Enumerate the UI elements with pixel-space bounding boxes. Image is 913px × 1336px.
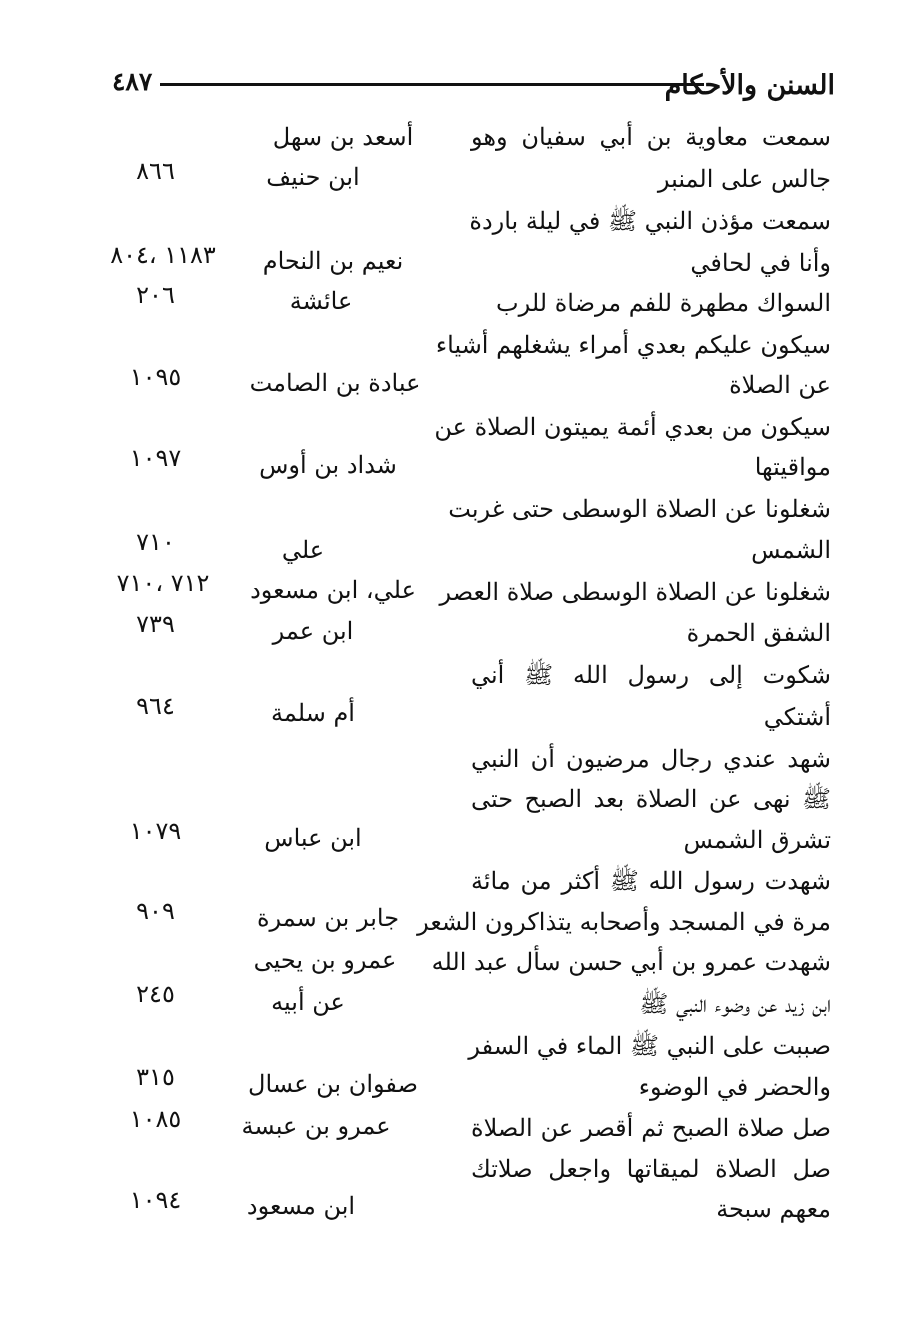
- reference-number: ١٠٩٤: [129, 1186, 182, 1214]
- narrator-cell: ابن عمر: [272, 617, 354, 645]
- reference-number: ١٠٩٥: [129, 363, 182, 391]
- narrator-cell: علي، ابن مسعود: [250, 576, 416, 604]
- hadith-text-line: سيكون من بعدي أئمة يميتون الصلاة عن: [434, 413, 831, 441]
- running-title: السنن والأحكام: [664, 70, 835, 101]
- hadith-text-line: تشرق الشمس: [683, 826, 831, 854]
- reference-number: ٨٦٦: [136, 157, 175, 185]
- narrator-cell: عمرو بن يحيى: [253, 946, 397, 974]
- narrator-cell: أم سلمة: [271, 699, 355, 727]
- hadith-text-line: صل الصلاة لميقاتها واجعل صلاتك: [471, 1155, 831, 1183]
- hadith-text-line: وأنا في لحافي: [690, 249, 831, 277]
- hadith-text-line: صببت على النبي ﷺ الماء في السفر: [468, 1032, 831, 1060]
- header-rule: [160, 83, 704, 86]
- narrator-cell: عبادة بن الصامت: [249, 369, 421, 397]
- hadith-text-line: الشفق الحمرة: [686, 619, 831, 647]
- reference-number: ٧١٠: [136, 528, 175, 556]
- hadith-text-line: سمعت معاوية بن أبي سفيان وهو: [471, 123, 831, 151]
- hadith-text-line: والحضر في الوضوء: [638, 1073, 831, 1101]
- hadith-text-line: مواقيتها: [754, 453, 831, 481]
- hadith-text-line: شهدت عمرو بن أبي حسن سأل عبد الله: [431, 948, 831, 976]
- reference-number: ٢٤٥: [136, 980, 175, 1008]
- narrator-cell: عن أبيه: [271, 988, 345, 1016]
- hadith-text-line: شغلونا عن الصلاة الوسطى صلاة العصر: [439, 578, 831, 606]
- hadith-text-line: عن الصلاة: [729, 371, 831, 399]
- hadith-text-line: مرة في المسجد وأصحابه يتذاكرون الشعر: [417, 908, 831, 936]
- hadith-text-line: جالس على المنبر: [657, 165, 831, 193]
- hadith-text-line: السواك مطهرة للفم مرضاة للرب: [495, 289, 831, 317]
- hadith-text-line: شغلونا عن الصلاة الوسطى حتى غربت: [448, 495, 831, 523]
- narrator-cell: علي: [281, 536, 325, 564]
- hadith-text-line: أشتكي: [763, 703, 831, 731]
- narrator-cell: ابن عباس: [264, 824, 362, 852]
- reference-number: ١٠٨٥: [129, 1105, 182, 1133]
- hadith-text-line: معهم سبحة: [716, 1195, 831, 1223]
- reference-number: ١٠٩٧: [129, 444, 182, 472]
- hadith-text-line: ﷺ نهى عن الصلاة بعد الصبح حتى: [471, 785, 831, 813]
- reference-number: ١١٨٣ ،٨٠٤: [110, 241, 216, 269]
- narrator-cell: عائشة: [289, 287, 353, 315]
- narrator-cell: ابن حنيف: [266, 163, 360, 191]
- hadith-text-line: سمعت مؤذن النبي ﷺ في ليلة باردة: [469, 207, 831, 235]
- reference-number: ٢٠٦: [136, 281, 175, 309]
- page-number: ٤٨٧: [112, 67, 153, 96]
- hadith-text-line: الشمس: [751, 536, 831, 564]
- reference-number: ٣١٥: [136, 1063, 175, 1091]
- narrator-cell: عمرو بن عبسة: [241, 1112, 391, 1140]
- reference-number: ٩٠٩: [136, 897, 175, 925]
- reference-number: ٧١٢ ،٧١٠: [116, 569, 210, 597]
- narrator-cell: جابر بن سمرة: [256, 904, 400, 932]
- hadith-text-line: سيكون عليكم بعدي أمراء يشغلهم أشياء: [435, 331, 831, 359]
- reference-number: ١٠٧٩: [129, 817, 182, 845]
- hadith-text-line: ابن زيد عن وضوء النبي ﷺ: [639, 990, 831, 1018]
- hadith-text-line: شكوت إلى رسول الله ﷺ أني: [471, 661, 831, 689]
- reference-number: ٧٣٩: [136, 610, 175, 638]
- hadith-text-line: شهدت رسول الله ﷺ أكثر من مائة: [471, 867, 831, 895]
- narrator-cell: شداد بن أوس: [259, 451, 397, 479]
- narrator-cell: أسعد بن سهل: [272, 123, 414, 151]
- hadith-text-line: شهد عندي رجال مرضيون أن النبي: [471, 745, 831, 773]
- narrator-cell: نعيم بن النحام: [262, 247, 404, 275]
- narrator-cell: صفوان بن عسال: [248, 1070, 418, 1098]
- reference-number: ٩٦٤: [136, 692, 175, 720]
- narrator-cell: ابن مسعود: [246, 1192, 356, 1220]
- hadith-text-line: صل صلاة الصبح ثم أقصر عن الصلاة: [471, 1114, 831, 1142]
